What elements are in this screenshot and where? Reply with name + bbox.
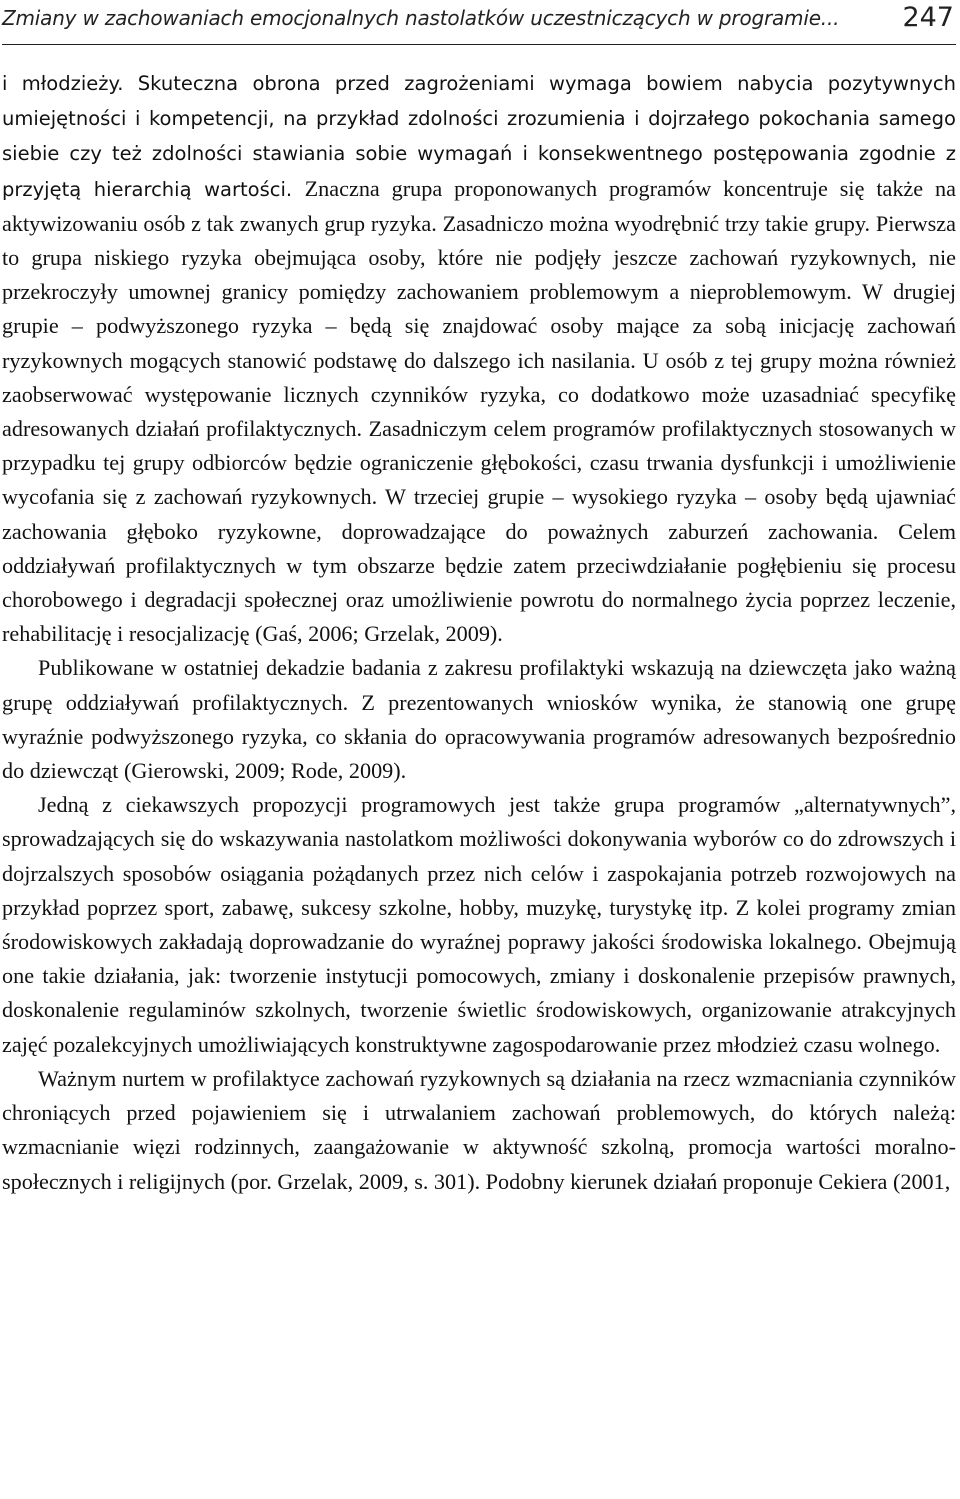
paragraph-text-segment: Ważnym nurtem w profilaktyce zachowań ryzykownych są działania na rzecz wzmacniania czynników chroniących przed pojawieniem się i utrwalaniem zachowań problemowych, do których należą: wzmacnianie więzi rodzinnych, zaangażowanie w aktywność szkolną, promocja wartości moralno-społecznych i religijnych (por. Grzelak, 2009, s. 301). Podobny kierunek działań proponuje Cekiera (2001, (2, 1065, 956, 1194)
running-title: Zmiany w zachowaniach emocjonalnych nastolatków uczestniczących w programie... (2, 6, 840, 30)
running-header (2, 0, 956, 45)
paragraph-text-segment: Znaczna grupa proponowanych programów koncentruje się także na aktywizowaniu osób z tak zwanych grup ryzyka. Zasadniczo można wyodrębnić trzy takie grupy. Pierwsza to grupa niskiego ryzyka obejmująca osoby, które nie podjęły jeszcze zachowań ryzykownych, nie przekroczyły umownej granicy pomiędzy zachowaniem problemowym a nieproblemowym. W drugiej grupie – podwyższonego ryzyka – będą się znajdować osoby mające za sobą inicjację zachowań ryzykownych mogących stanowić podstawę do dalszego ich nasilania. U osób z tej grupy można również zaobserwować występowanie licznych czynników ryzyka, co dodatkowo może uzasadniać specyfikę adresowanych działań profilaktycznych. Zasadniczym celem programów profilaktycznych stosowanych w przypadku tej grupy odbiorców będzie ograniczenie głębokości, czasu trwania dysfunkcji i umożliwienie wycofania się z zachowań ryzykownych. W trzeciej grupie – wysokiego ryzyka – osoby będą ujawniać zachowania głęboko ryzykowne, doprowadzające do poważnych zaburzeń zachowania. Celem oddziaływań profilaktycznych w tym obszarze będzie zatem przeciwdziałanie pogłębieniu się procesu chorobowego i degradacji społecznej oraz umożliwienie powrotu do normalnego życia poprzez leczenie, rehabilitację i resocjalizację (Gaś, 2006; Grzelak, 2009). (2, 175, 956, 647)
paragraph (2, 788, 956, 1062)
paragraph-text-segment: i młodzieży. Skuteczna obrona przed zagrożeniami wymaga bowiem nabycia pozytywnych umiejętności i kompetencji, na przykład zdolności zrozumienia i dojrzałego pokochania samego siebie czy też zdolności stawiania sobie wymagań i konsekwentnego postępowania zgodnie z przyjętą hierarchią wartości. (2, 72, 956, 201)
paragraph-text-segment: Publikowane w ostatniej dekadzie badania z zakresu profilaktyki wskazują na dziewczęta jako ważną grupę oddziaływań profilaktycznych. Z prezentowanych wniosków wynika, że stanowią one grupę wyraźnie podwyższonego ryzyka, co skłania do opracowywania programów adresowanych bezpośrednio do dziewcząt (Gierowski, 2009; Rode, 2009). (2, 655, 956, 784)
paragraph-text-segment: Jedną z ciekawszych propozycji programowych jest także grupa programów „alternatywnych”, sprowadzających się do wskazywania nastolatkom możliwości dokonywania wyborów co do zdrowszych i dojrzalszych sposobów osiągania pożądanych przez nich celów i zaspokajania potrzeb rozwojowych na przykład poprzez sport, zabawę, sukcesy szkolne, hobby, muzykę, turystykę itp. Z kolei programy zmian środowiskowych zakładają doprowadzanie do wyraźnej poprawy jakości środowiska lokalnego. Obejmują one takie działania, jak: tworzenie instytucji pomocowych, zmiany i doskonalenie przepisów prawnych, doskonalenie regulaminów szkolnych, tworzenie świetlic środowiskowych, organizowanie atrakcyjnych zajęć pozalekcyjnych umożliwiających konstruktywne zagospodarowanie przez młodzież czasu wolnego. (2, 792, 956, 1057)
paragraph (2, 66, 956, 651)
page-number: 247 (902, 2, 954, 33)
article-body (2, 66, 956, 1199)
paragraph (2, 1062, 956, 1199)
paragraph (2, 651, 956, 788)
